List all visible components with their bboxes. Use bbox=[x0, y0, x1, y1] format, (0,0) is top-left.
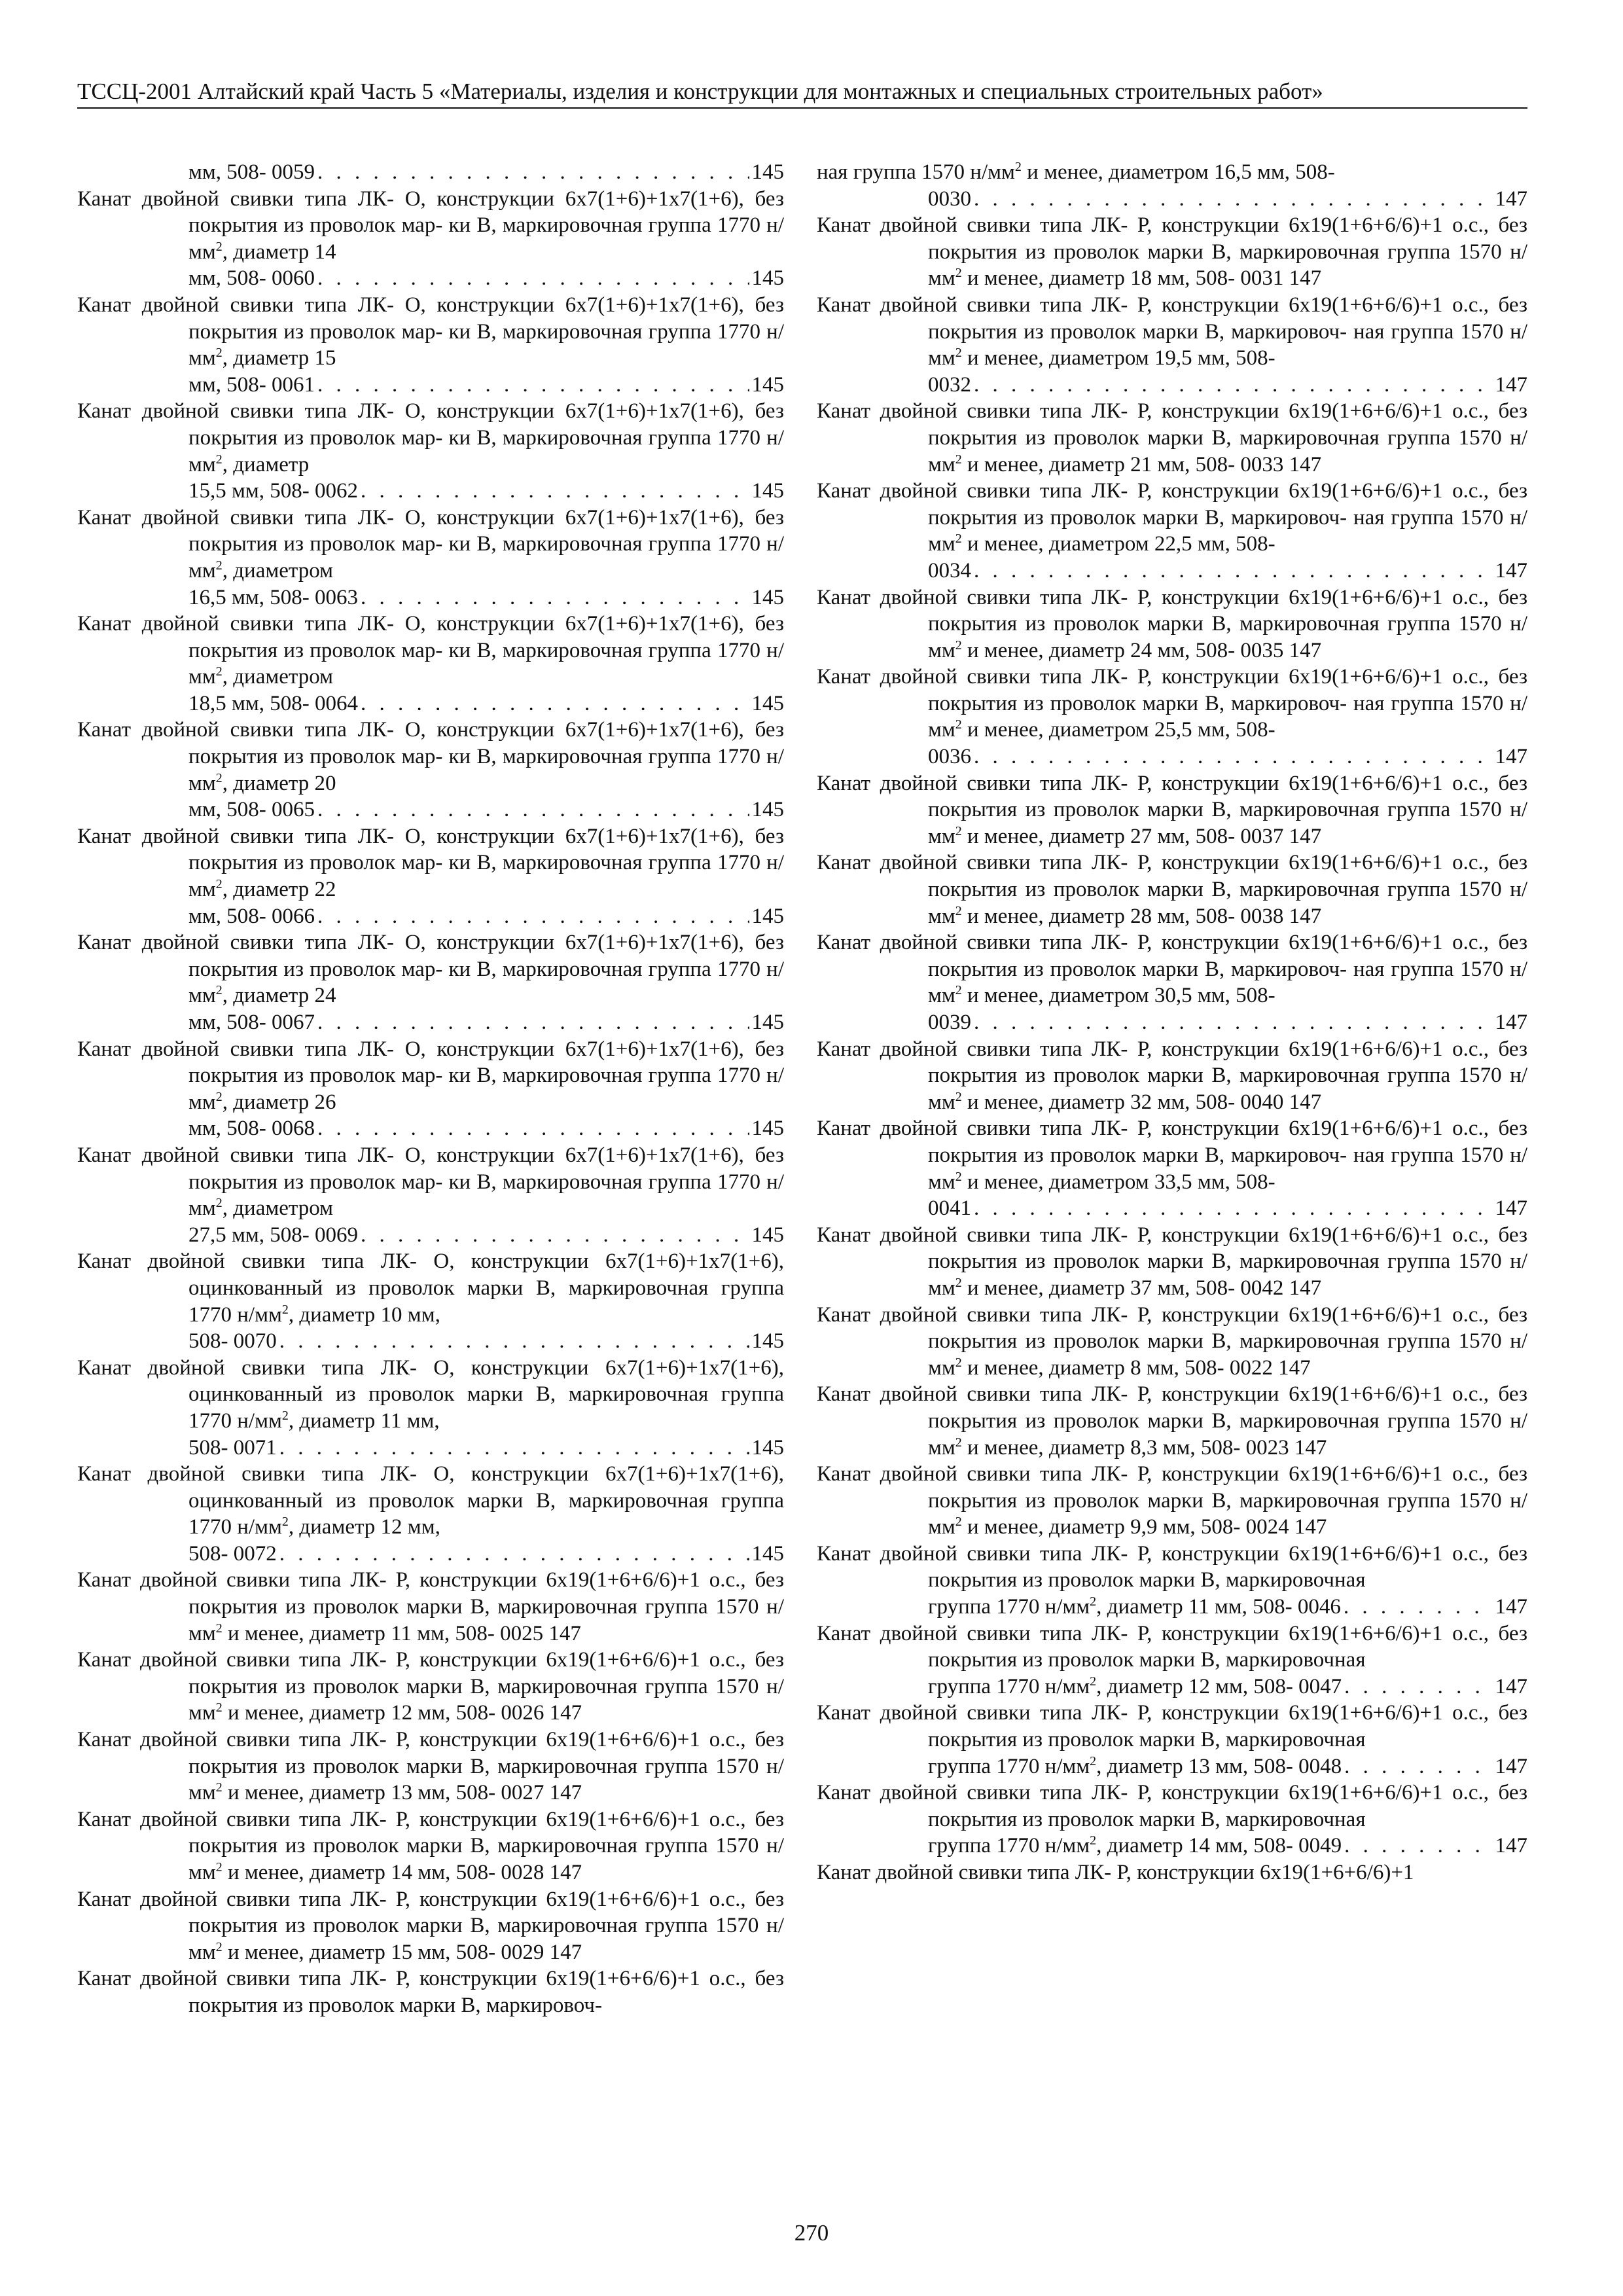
index-entry bbox=[817, 929, 1527, 1035]
dot-leader bbox=[974, 186, 1493, 213]
leader-line bbox=[188, 478, 784, 505]
index-entry bbox=[817, 398, 1527, 478]
entry-code: мм, 508- 0060 bbox=[188, 266, 315, 291]
dot-leader bbox=[1344, 1674, 1492, 1700]
entry-code: 508- 0071 bbox=[188, 1435, 277, 1460]
dot-leader bbox=[317, 903, 749, 930]
entry-code: мм, 508- 0067 bbox=[188, 1011, 315, 1034]
index-entry bbox=[77, 1461, 784, 1567]
entry-page-number: 145 bbox=[751, 691, 784, 715]
entry-text: Канат двойной свивки типа ЛК- Р, конструкции 6x19(1+6+6/6)+1 о.с., без покрытия из проволок марки В, маркировочная группа 1570 $н/мм^2$ и менее, диаметр 11 мм, 508- 0025 147 bbox=[77, 1568, 784, 1645]
page-number: 270 bbox=[794, 2220, 829, 2246]
index-entry bbox=[817, 664, 1527, 770]
index-entry bbox=[817, 1700, 1527, 1780]
index-entry bbox=[817, 1222, 1527, 1302]
index-entry bbox=[77, 159, 784, 186]
entry-page-number: 145 bbox=[751, 1329, 784, 1354]
index-entry bbox=[77, 929, 784, 1035]
entry-code: 0041 bbox=[928, 1196, 971, 1221]
entry-text: Канат двойной свивки типа ЛК- Р, конструкции 6x19(1+6+6/6)+1 о.с., без покрытия из проволок марки В, маркировочная группа 1570 $н/мм^2$ и менее, диаметр 8,3 мм, 508- 0023 147 bbox=[817, 1382, 1527, 1460]
entry-text: Канат двойной свивки типа ЛК- Р, конструкции 6x19(1+6+6/6)+1 о.с., без покрытия из проволок марки В, маркировочная группа 1570 $н/мм^2$ и менее, диаметр 18 мм, 508- 0031 147 bbox=[817, 213, 1527, 291]
entry-page-number: 147 bbox=[1495, 187, 1527, 211]
index-entry bbox=[77, 1727, 784, 1806]
dot-leader bbox=[1344, 1753, 1492, 1780]
index-entry bbox=[817, 1036, 1527, 1116]
index-entry bbox=[77, 505, 784, 611]
entry-text: Канат двойной свивки типа ЛК- Р, конструкции 6x19(1+6+6/6)+1 о.с., без покрытия из проволок марки В, маркировочная группа 1570 $н/мм^2$ и менее, диаметр 15 мм, 508- 0029 147 bbox=[77, 1887, 784, 1964]
index-entry bbox=[77, 292, 784, 398]
dot-leader bbox=[279, 1541, 749, 1568]
entry-code: мм, 508- 0059 bbox=[188, 160, 315, 184]
dot-leader bbox=[361, 584, 749, 611]
entry-code: группа 1770 $н/мм^2$, диаметр 13 мм, 508- 0048 bbox=[928, 1753, 1342, 1778]
dot-leader bbox=[1344, 1833, 1492, 1859]
entry-code: 0034 bbox=[928, 558, 971, 583]
entry-text: Канат двойной свивки типа ЛК- О, конструкции 6x7(1+6)+1x7(1+6), оцинкованный из проволок марки В, маркировочная группа 1770 $н/мм^2$, диаметр 11 мм, bbox=[77, 1355, 784, 1433]
entry-text: Канат двойной свивки типа ЛК- О, конструкции 6x7(1+6)+1x7(1+6), без покрытия из проволок мар- ки В, маркировочная группа 1770 $н/мм^2$, диаметр 14 bbox=[77, 187, 784, 264]
index-entry bbox=[77, 1355, 784, 1461]
entry-text: Канат двойной свивки типа ЛК- О, конструкции 6x7(1+6)+1x7(1+6), без покрытия из проволок мар- ки В, маркировочная группа 1770 $н/мм^2$, диаметр 24 bbox=[77, 931, 784, 1008]
index-entry bbox=[77, 1647, 784, 1727]
index-entry bbox=[817, 292, 1527, 398]
entry-text: Канат двойной свивки типа ЛК- О, конструкции 6x7(1+6)+1x7(1+6), без покрытия из проволок мар- ки В, маркировочная группа 1770 $н/мм^2$, диаметр 26 bbox=[77, 1037, 784, 1114]
leader-line bbox=[928, 558, 1527, 584]
entry-page-number: 145 bbox=[751, 1541, 784, 1566]
index-entry bbox=[817, 1302, 1527, 1382]
entry-page-number: 147 bbox=[1495, 1674, 1527, 1698]
entry-page-number: 147 bbox=[1495, 372, 1527, 397]
entry-page-number: 147 bbox=[1495, 1011, 1527, 1034]
leader-line bbox=[188, 1541, 784, 1568]
dot-leader bbox=[317, 797, 749, 823]
index-column-left bbox=[77, 159, 784, 2019]
entry-text: Канат двойной свивки типа ЛК- О, конструкции 6x7(1+6)+1x7(1+6), без покрытия из проволок мар- ки В, маркировочная группа 1770 $н/мм^2$, диаметр 20 bbox=[77, 718, 784, 795]
dot-leader bbox=[317, 159, 749, 186]
entry-code: мм, 508- 0065 bbox=[188, 798, 315, 822]
entry-text: Канат двойной свивки типа ЛК- Р, конструкции 6x19(1+6+6/6)+1 о.с., без покрытия из проволок марки В, маркировочная bbox=[817, 1541, 1527, 1592]
dot-leader bbox=[361, 1222, 749, 1249]
leader-line bbox=[928, 1594, 1527, 1621]
entry-code: мм, 508- 0068 bbox=[188, 1117, 315, 1141]
entry-code: группа 1770 $н/мм^2$, диаметр 14 мм, 508- 0049 bbox=[928, 1833, 1342, 1858]
entry-code: мм, 508- 0061 bbox=[188, 372, 315, 397]
leader-line bbox=[188, 159, 784, 186]
entry-page-number: 145 bbox=[751, 266, 784, 291]
leader-line bbox=[928, 186, 1527, 213]
leader-line bbox=[188, 1222, 784, 1249]
leader-line bbox=[188, 691, 784, 717]
index-entry bbox=[77, 1036, 784, 1142]
dot-leader bbox=[361, 478, 749, 505]
entry-code: 18,5 мм, 508- 0064 bbox=[188, 691, 359, 715]
page-header: ТССЦ-2001 Алтайский край Часть 5 «Материалы, изделия и конструкции для монтажных и специальных строительных работ» bbox=[77, 77, 1527, 109]
leader-line bbox=[928, 1195, 1527, 1222]
entry-text: Канат двойной свивки типа ЛК- Р, конструкции 6x19(1+6+6/6)+1 о.с., без покрытия из проволок марки В, маркировоч- bbox=[77, 1967, 784, 2017]
leader-line bbox=[188, 1115, 784, 1142]
entry-code: 508- 0070 bbox=[188, 1329, 277, 1354]
entry-text: Канат двойной свивки типа ЛК- Р, конструкции 6x19(1+6+6/6)+1 о.с., без покрытия из проволок марки В, маркировочная группа 1570 $н/мм^2$ и менее, диаметр 21 мм, 508- 0033 147 bbox=[817, 399, 1527, 476]
entry-page-number: 145 bbox=[751, 372, 784, 397]
index-entry bbox=[77, 1248, 784, 1354]
index-entry bbox=[77, 1806, 784, 1886]
dot-leader bbox=[279, 1328, 749, 1355]
entry-text: Канат двойной свивки типа ЛК- Р, конструкции 6x19(1+6+6/6)+1 о.с., без покрытия из проволок марки В, маркировочная группа 1570 $н/мм^2$ и менее, диаметр 37 мм, 508- 0042 147 bbox=[817, 1223, 1527, 1300]
leader-line bbox=[188, 903, 784, 930]
entry-text: Канат двойной свивки типа ЛК- О, конструкции 6x7(1+6)+1x7(1+6), без покрытия из проволок мар- ки В, маркировочная группа 1770 $н/мм^2$, диаметром bbox=[77, 1143, 784, 1221]
entry-code: 27,5 мм, 508- 0069 bbox=[188, 1223, 359, 1247]
entry-text: Канат двойной свивки типа ЛК- О, конструкции 6x7(1+6)+1x7(1+6), без покрытия из проволок мар- ки В, маркировочная группа 1770 $н/мм^2$, диаметр 15 bbox=[77, 293, 784, 370]
entry-text: Канат двойной свивки типа ЛК- Р, конструкции 6x19(1+6+6/6)+1 о.с., без покрытия из проволок марки В, маркировочная группа 1570 $н/мм^2$ и менее, диаметр 24 мм, 508- 0035 147 bbox=[817, 585, 1527, 662]
entry-text: Канат двойной свивки типа ЛК- Р, конструкции 6x19(1+6+6/6)+1 о.с., без покрытия из проволок марки В, маркировочная группа 1570 $н/мм^2$ и менее, диаметр 9,9 мм, 508- 0024 147 bbox=[817, 1462, 1527, 1539]
entry-text: Канат двойной свивки типа ЛК- Р, конструкции 6x19(1+6+6/6)+1 о.с., без покрытия из проволок марки В, маркировочная bbox=[817, 1701, 1527, 1752]
index-entry bbox=[77, 1886, 784, 1966]
leader-line bbox=[928, 1009, 1527, 1036]
entry-page-number: 145 bbox=[751, 1117, 784, 1141]
entry-page-number: 145 bbox=[751, 798, 784, 822]
index-entry bbox=[817, 1780, 1527, 1859]
entry-text: Канат двойной свивки типа ЛК- Р, конструкции 6x19(1+6+6/6)+1 о.с., без покрытия из проволок марки В, маркировоч- ная группа 1570 $н/мм^2$ и менее, диаметром 33,5 мм, 508- bbox=[817, 1117, 1527, 1194]
index-entry bbox=[817, 478, 1527, 584]
entry-page-number: 145 bbox=[751, 1223, 784, 1247]
dot-leader bbox=[361, 691, 749, 717]
entry-text: Канат двойной свивки типа ЛК- О, конструкции 6x7(1+6)+1x7(1+6), оцинкованный из проволок марки В, маркировочная группа 1770 $н/мм^2$, диаметр 12 мм, bbox=[77, 1462, 784, 1539]
entry-text: Канат двойной свивки типа ЛК- Р, конструкции 6x19(1+6+6/6)+1 о.с., без покрытия из проволок марки В, маркировочная группа 1570 $н/мм^2$ и менее, диаметр 27 мм, 508- 0037 147 bbox=[817, 771, 1527, 848]
entry-page-number: 145 bbox=[751, 160, 784, 184]
entry-page-number: 147 bbox=[1495, 745, 1527, 769]
index-column-right bbox=[817, 159, 1527, 1886]
index-entry bbox=[817, 584, 1527, 664]
entry-text: Канат двойной свивки типа ЛК- О, конструкции 6x7(1+6)+1x7(1+6), без покрытия из проволок мар- ки В, маркировочная группа 1770 $н/мм^2$, диаметр bbox=[77, 399, 784, 476]
index-entry bbox=[817, 1381, 1527, 1461]
entry-text: Канат двойной свивки типа ЛК- О, конструкции 6x7(1+6)+1x7(1+6), без покрытия из проволок мар- ки В, маркировочная группа 1770 $н/мм^2$, диаметр 22 bbox=[77, 824, 784, 902]
entry-code: 508- 0072 bbox=[188, 1541, 277, 1566]
dot-leader bbox=[974, 744, 1493, 770]
index-entry bbox=[817, 159, 1527, 212]
entry-page-number: 147 bbox=[1495, 1754, 1527, 1778]
entry-text: Канат двойной свивки типа ЛК- О, конструкции 6x7(1+6)+1x7(1+6), без покрытия из проволок мар- ки В, маркировочная группа 1770 $н/мм^2$, диаметром bbox=[77, 505, 784, 583]
entry-text: Канат двойной свивки типа ЛК- Р, конструкции 6x19(1+6+6/6)+1 о.с., без покрытия из проволок марки В, маркировоч- ная группа 1570 $н/мм^2$ и менее, диаметром 19,5 мм, 508- bbox=[817, 293, 1527, 370]
entry-page-number: 147 bbox=[1495, 558, 1527, 583]
entry-code: 15,5 мм, 508- 0062 bbox=[188, 479, 359, 503]
entry-code: 0032 bbox=[928, 372, 971, 397]
index-entry bbox=[77, 823, 784, 929]
entry-text: Канат двойной свивки типа ЛК- Р, конструкции 6x19(1+6+6/6)+1 о.с., без покрытия из проволок марки В, маркировоч- ная группа 1570 $н/мм^2$ и менее, диаметром 25,5 мм, 508- bbox=[817, 665, 1527, 742]
leader-line bbox=[188, 372, 784, 399]
index-entry bbox=[77, 717, 784, 823]
dot-leader bbox=[1344, 1594, 1493, 1621]
dot-leader bbox=[974, 372, 1493, 399]
entry-text: ная группа 1570 $н/мм^2$ и менее, диаметром 16,5 мм, 508- bbox=[817, 160, 1335, 184]
leader-line bbox=[188, 1328, 784, 1355]
index-entry bbox=[77, 1965, 784, 2018]
entry-text: Канат двойной свивки типа ЛК- О, конструкции 6x7(1+6)+1x7(1+6), без покрытия из проволок мар- ки В, маркировочная группа 1770 $н/мм^2$, диаметром bbox=[77, 612, 784, 689]
entry-text: Канат двойной свивки типа ЛК- Р, конструкции 6x19(1+6+6/6)+1 о.с., без покрытия из проволок марки В, маркировочная группа 1570 $н/мм^2$ и менее, диаметр 8 мм, 508- 0022 147 bbox=[817, 1302, 1527, 1380]
entry-text: Канат двойной свивки типа ЛК- Р, конструкции 6x19(1+6+6/6)+1 о.с., без покрытия из проволок марки В, маркировочная группа 1570 $н/мм^2$ и менее, диаметр 28 мм, 508- 0038 147 bbox=[817, 851, 1527, 928]
dot-leader bbox=[317, 1115, 749, 1142]
index-entry bbox=[817, 1461, 1527, 1541]
index-entry bbox=[817, 212, 1527, 292]
index-entry bbox=[817, 850, 1527, 929]
entry-page-number: 145 bbox=[751, 1435, 784, 1460]
index-entry bbox=[817, 770, 1527, 850]
index-entry bbox=[77, 1142, 784, 1248]
entry-page-number: 145 bbox=[751, 1011, 784, 1034]
index-entry bbox=[817, 1541, 1527, 1621]
leader-line bbox=[928, 744, 1527, 770]
index-entry bbox=[77, 1567, 784, 1647]
entry-code: группа 1770 $н/мм^2$, диаметр 12 мм, 508- 0047 bbox=[928, 1674, 1342, 1698]
entry-text: Канат двойной свивки типа ЛК- Р, конструкции 6x19(1+6+6/6)+1 о.с., без покрытия из проволок марки В, маркировоч- ная группа 1570 $н/мм^2$ и менее, диаметром 22,5 мм, 508- bbox=[817, 479, 1527, 556]
index-entry bbox=[77, 398, 784, 504]
dot-leader bbox=[317, 372, 749, 399]
leader-line bbox=[928, 1753, 1527, 1780]
dot-leader bbox=[317, 1009, 749, 1036]
entry-text: Канат двойной свивки типа ЛК- Р, конструкции 6x19(1+6+6/6)+1 о.с., без покрытия из проволок марки В, маркировочная bbox=[817, 1621, 1527, 1672]
index-entry bbox=[817, 1621, 1527, 1700]
entry-code: мм, 508- 0066 bbox=[188, 904, 315, 928]
entry-code: 0039 bbox=[928, 1011, 971, 1034]
entry-text: Канат двойной свивки типа ЛК- Р, конструкции 6x19(1+6+6/6)+1 о.с., без покрытия из проволок марки В, маркировочная группа 1570 $н/мм^2$ и менее, диаметр 12 мм, 508- 0026 147 bbox=[77, 1648, 784, 1725]
dot-leader bbox=[279, 1435, 749, 1462]
entry-text: Канат двойной свивки типа ЛК- О, конструкции 6x7(1+6)+1x7(1+6), оцинкованный из проволок марки В, маркировочная группа 1770 $н/мм^2$, диаметр 10 мм, bbox=[77, 1249, 784, 1327]
entry-page-number: 147 bbox=[1495, 1834, 1527, 1858]
leader-line bbox=[928, 372, 1527, 399]
entry-code: группа 1770 $н/мм^2$, диаметр 11 мм, 508- 0046 bbox=[928, 1594, 1341, 1619]
leader-line bbox=[188, 1009, 784, 1036]
leader-line bbox=[928, 1674, 1527, 1700]
entry-page-number: 147 bbox=[1495, 1595, 1527, 1619]
dot-leader bbox=[974, 1195, 1493, 1222]
entry-text: Канат двойной свивки типа ЛК- Р, конструкции 6x19(1+6+6/6)+1 о.с., без покрытия из проволок марки В, маркировочная группа 1570 $н/мм^2$ и менее, диаметр 14 мм, 508- 0028 147 bbox=[77, 1807, 784, 1884]
leader-line bbox=[928, 1833, 1527, 1859]
dot-leader bbox=[974, 558, 1493, 584]
entry-text: Канат двойной свивки типа ЛК- Р, конструкции 6x19(1+6+6/6)+1 bbox=[817, 1861, 1414, 1884]
leader-line bbox=[188, 1435, 784, 1462]
entry-page-number: 145 bbox=[751, 585, 784, 609]
dot-leader bbox=[317, 265, 749, 292]
index-entry bbox=[77, 611, 784, 717]
entry-page-number: 147 bbox=[1495, 1196, 1527, 1221]
entry-text: Канат двойной свивки типа ЛК- Р, конструкции 6x19(1+6+6/6)+1 о.с., без покрытия из проволок марки В, маркировочная группа 1570 $н/мм^2$ и менее, диаметр 13 мм, 508- 0027 147 bbox=[77, 1728, 784, 1805]
entry-page-number: 145 bbox=[751, 904, 784, 928]
leader-line bbox=[188, 584, 784, 611]
entry-code: 0030 bbox=[928, 187, 971, 211]
leader-line bbox=[188, 797, 784, 823]
entry-code: 0036 bbox=[928, 745, 971, 769]
entry-text: Канат двойной свивки типа ЛК- Р, конструкции 6x19(1+6+6/6)+1 о.с., без покрытия из проволок марки В, маркировочная группа 1570 $н/мм^2$ и менее, диаметр 32 мм, 508- 0040 147 bbox=[817, 1037, 1527, 1114]
index-entry bbox=[77, 186, 784, 292]
index-entry bbox=[817, 1859, 1527, 1886]
entry-text: Канат двойной свивки типа ЛК- Р, конструкции 6x19(1+6+6/6)+1 о.с., без покрытия из проволок марки В, маркировочная bbox=[817, 1781, 1527, 1831]
index-entry bbox=[817, 1115, 1527, 1221]
entry-text: Канат двойной свивки типа ЛК- Р, конструкции 6x19(1+6+6/6)+1 о.с., без покрытия из проволок марки В, маркировоч- ная группа 1570 $н/мм^2$ и менее, диаметром 30,5 мм, 508- bbox=[817, 931, 1527, 1008]
dot-leader bbox=[974, 1009, 1493, 1036]
entry-code: 16,5 мм, 508- 0063 bbox=[188, 585, 359, 609]
entry-page-number: 145 bbox=[751, 479, 784, 503]
leader-line bbox=[188, 265, 784, 292]
